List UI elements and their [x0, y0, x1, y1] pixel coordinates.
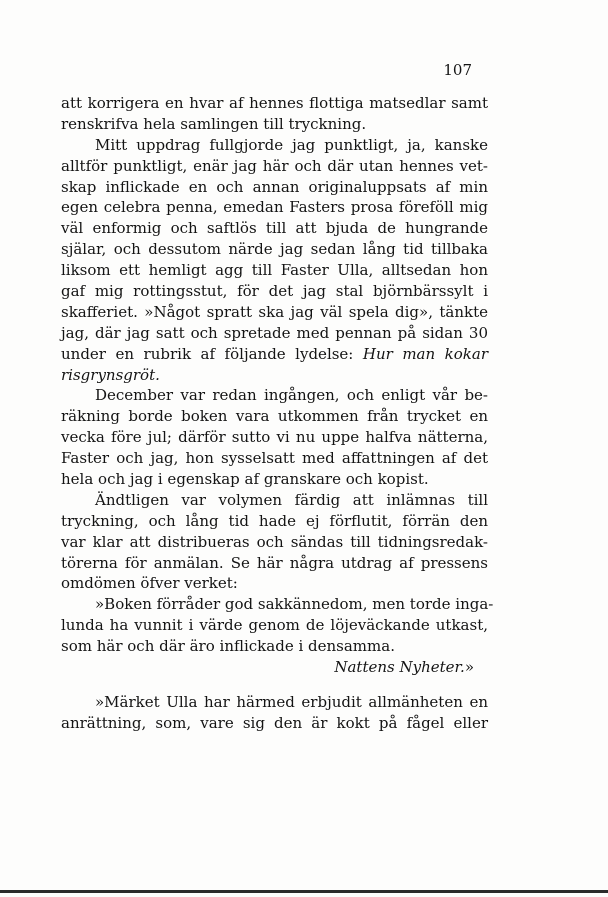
page-number: 107 — [443, 61, 472, 79]
text-line: »Märket Ulla har härmed erbjudit allmänheten en — [95, 692, 488, 711]
scan-edge-line — [0, 890, 608, 893]
text-line: December var redan ingången, och enligt vår be- — [95, 386, 488, 405]
text-line: själar, och dessutom närde jag sedan lång tid tillbaka — [61, 240, 488, 259]
text-line: gaf mig rottingsstut, för det jag stal björnbärssylt i — [61, 282, 488, 301]
text-line: skap inflickade en och annan originaluppsats af min — [61, 177, 488, 196]
text-line: jag, där jag satt och spretade med pennan på sidan 30 — [61, 323, 488, 342]
text-line: renskrifva hela samlingen till tryckning. — [61, 114, 367, 133]
text-line: var klar att distribueras och sändas till tidningsredak- — [61, 532, 488, 551]
paragraph — [61, 93, 488, 135]
text-line: törerna för anmälan. Se här några utdrag af pressens — [61, 553, 488, 572]
text-line — [61, 344, 488, 365]
text-line: omdömen öfver verket: — [61, 574, 238, 593]
paragraph — [61, 135, 488, 386]
quote-source: Nattens Nyheter. — [334, 658, 465, 677]
text-line: Mitt uppdrag fullgjorde jag punktligt, ja, kanske — [95, 135, 488, 154]
text-line: anrättning, som, vare sig den är kokt på fågel eller — [61, 713, 488, 732]
text-line: Ändtligen var volymen färdig att inlämnas till — [95, 490, 488, 509]
press-quote — [61, 594, 494, 678]
text-line: lunda ha vunnit i värde genom de löjeväckande utkast, — [61, 616, 488, 635]
text-line: vecka före jul; därför sutto vi nu uppe halfva nätterna, — [61, 428, 488, 447]
text-line: skafferiet. »Något spratt ska jag väl spela dig», tänkte — [61, 302, 488, 321]
press-quote — [61, 692, 488, 734]
text-line: alltför punktligt, enär jag här och där utan hennes vet- — [61, 156, 488, 175]
text-line: som här och där äro inflickade i densamma. — [61, 637, 395, 656]
body-text — [61, 93, 494, 734]
text-line: väl enformig och saftlös till att bjuda de hungrande — [61, 219, 488, 238]
paragraph — [61, 490, 488, 594]
text-line: Faster och jag, hon sysselsatt med affattningen af det — [61, 449, 488, 468]
quote-source-line — [61, 657, 488, 678]
text-line: tryckning, och lång tid hade ej förflutit, förrän den — [61, 511, 488, 530]
closing-quote-mark: » — [464, 658, 474, 677]
text-line: »Boken förråder god sakkännedom, men torde inga- — [95, 595, 494, 614]
text-line: liksom ett hemligt agg till Faster Ulla, alltsedan hon — [61, 261, 488, 280]
paragraph — [61, 385, 488, 489]
text-line: att korrigera en hvar af hennes flottiga matsedlar samt — [61, 94, 488, 112]
line-text: under en rubrik af följande lydelse: — [61, 344, 354, 363]
recipe-title-end: risgrynsgröt. — [61, 365, 160, 384]
text-line: egen celebra penna, emedan Fasters prosa föreföll mig — [61, 198, 488, 217]
text-line: hela och jag i egenskap af granskare och kopist. — [61, 470, 429, 489]
text-line: räkning borde boken vara utkommen från trycket en — [61, 407, 488, 426]
recipe-title: Hur man kokar — [362, 344, 489, 363]
